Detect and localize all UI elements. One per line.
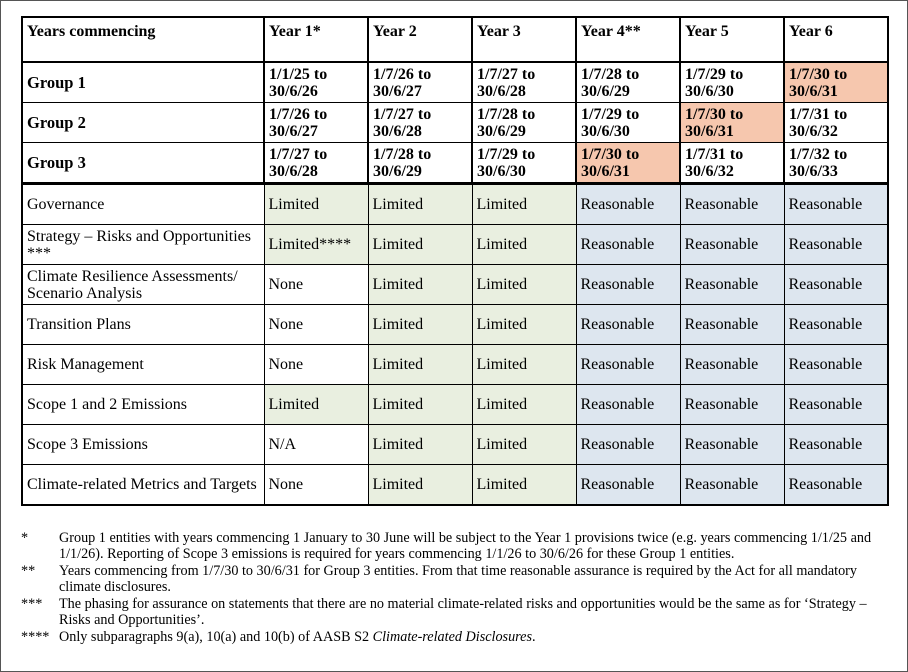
assurance-level-cell: Reasonable xyxy=(784,345,888,385)
assurance-level-cell: Reasonable xyxy=(680,465,784,506)
date-range-cell xyxy=(264,143,368,184)
footnote-marker: * xyxy=(21,530,29,546)
header-cell: Year 4** xyxy=(576,17,680,62)
aspect-label: Strategy – Risks and Opportunities *** xyxy=(22,225,264,265)
date-range-cell xyxy=(576,103,680,143)
assurance-level-cell: Limited**** xyxy=(264,225,368,265)
footnote-text-prefix: Only subparagraphs 9(a), 10(a) and 10(b) of AASB S2 xyxy=(59,629,373,645)
aspect-row xyxy=(22,465,888,506)
date-range-cell xyxy=(576,62,680,103)
assurance-level-cell: Limited xyxy=(368,345,472,385)
date-line: 1/7/30 to xyxy=(581,145,640,163)
group-label: Group 1 xyxy=(22,62,264,103)
assurance-level-cell: Reasonable xyxy=(576,184,680,225)
date-line: 30/6/27 xyxy=(269,122,318,140)
date-range-cell xyxy=(472,103,576,143)
date-line: 1/7/27 to xyxy=(477,65,536,83)
assurance-level-cell: Reasonable xyxy=(784,465,888,506)
footnote-marker: *** xyxy=(21,596,43,612)
header-cell: Years commencing xyxy=(22,17,264,62)
date-range-cell xyxy=(680,143,784,184)
date-line: 1/7/26 to xyxy=(373,65,432,83)
date-range-cell xyxy=(576,143,680,184)
aspect-label: Scope 1 and 2 Emissions xyxy=(22,385,264,425)
assurance-level-cell: Limited xyxy=(472,265,576,305)
date-line: 1/7/27 to xyxy=(373,105,432,123)
date-range-cell xyxy=(368,103,472,143)
aspect-label: Climate-related Metrics and Targets xyxy=(22,465,264,506)
assurance-level-cell: Limited xyxy=(472,425,576,465)
aspect-label: Risk Management xyxy=(22,345,264,385)
assurance-level-cell: Limited xyxy=(472,305,576,345)
date-line: 30/6/32 xyxy=(789,122,838,140)
group-row xyxy=(22,143,888,184)
footnote-text: Years commencing from 1/7/30 to 30/6/31 for Group 3 entities. From that time reasonable assurance is required by the Act for all mandatory climate disclosures. xyxy=(59,563,857,595)
header-cell: Year 3 xyxy=(472,17,576,62)
date-line: 30/6/30 xyxy=(581,122,630,140)
date-line: 1/7/32 to xyxy=(789,145,848,163)
date-line: 30/6/28 xyxy=(477,82,526,100)
assurance-level-cell: Reasonable xyxy=(680,305,784,345)
footnote xyxy=(21,563,887,595)
date-range-cell xyxy=(472,62,576,103)
aspect-row xyxy=(22,265,888,305)
group-label: Group 2 xyxy=(22,103,264,143)
assurance-level-cell: Reasonable xyxy=(576,305,680,345)
assurance-level-cell: Limited xyxy=(264,184,368,225)
date-range-cell xyxy=(264,103,368,143)
assurance-level-cell: Limited xyxy=(368,385,472,425)
assurance-level-cell: Limited xyxy=(472,184,576,225)
standard-title: Climate-related Disclosures xyxy=(372,629,532,645)
footnote xyxy=(21,596,887,628)
date-line: 30/6/30 xyxy=(685,82,734,100)
assurance-level-cell: N/A xyxy=(264,425,368,465)
assurance-level-cell: Limited xyxy=(264,385,368,425)
assurance-phasing-table xyxy=(21,16,889,506)
date-line: 30/6/29 xyxy=(477,122,526,140)
assurance-level-cell: None xyxy=(264,345,368,385)
date-line: 1/7/27 to xyxy=(269,145,328,163)
assurance-level-cell: Reasonable xyxy=(576,345,680,385)
footnotes xyxy=(21,530,887,646)
assurance-level-cell: Reasonable xyxy=(784,184,888,225)
aspect-row xyxy=(22,184,888,225)
date-range-cell xyxy=(264,62,368,103)
date-range-cell xyxy=(784,103,888,143)
date-line: 30/6/26 xyxy=(269,82,318,100)
date-line: 30/6/31 xyxy=(581,162,630,180)
date-line: 1/7/29 to xyxy=(581,105,640,123)
header-cell: Year 6 xyxy=(784,17,888,62)
date-line: 30/6/33 xyxy=(789,162,838,180)
date-line: 30/6/29 xyxy=(581,82,630,100)
date-line: 1/7/26 to xyxy=(269,105,328,123)
assurance-level-cell: Limited xyxy=(472,345,576,385)
assurance-level-cell: Reasonable xyxy=(784,385,888,425)
date-line: 30/6/32 xyxy=(685,162,734,180)
assurance-level-cell: Reasonable xyxy=(576,385,680,425)
header-cell: Year 5 xyxy=(680,17,784,62)
assurance-level-cell: Reasonable xyxy=(680,225,784,265)
assurance-level-cell: Reasonable xyxy=(784,265,888,305)
footnote xyxy=(21,530,887,562)
aspect-label: Climate Resilience Assessments/ Scenario Analysis xyxy=(22,265,264,305)
date-range-cell xyxy=(680,103,784,143)
group-row xyxy=(22,62,888,103)
assurance-level-cell: Limited xyxy=(472,385,576,425)
assurance-level-cell: None xyxy=(264,465,368,506)
assurance-level-cell: None xyxy=(264,305,368,345)
aspect-label: Transition Plans xyxy=(22,305,264,345)
date-line: 1/7/30 to xyxy=(685,105,744,123)
assurance-level-cell: Limited xyxy=(368,265,472,305)
date-line: 1/7/28 to xyxy=(477,105,536,123)
date-line: 30/6/28 xyxy=(269,162,318,180)
header-cell: Year 2 xyxy=(368,17,472,62)
date-line: 1/7/29 to xyxy=(685,65,744,83)
assurance-level-cell: None xyxy=(264,265,368,305)
footnote-text: The phasing for assurance on statements that there are no material climate-related risks and opportunities would be the same as for ‘Strategy – Risks and Opportunities’. xyxy=(59,596,867,628)
assurance-level-cell: Reasonable xyxy=(576,225,680,265)
aspect-row xyxy=(22,345,888,385)
aspect-label: Governance xyxy=(22,184,264,225)
date-line: 30/6/27 xyxy=(373,82,422,100)
date-range-cell xyxy=(368,62,472,103)
footnote-marker: ** xyxy=(21,563,36,579)
group-label: Group 3 xyxy=(22,143,264,184)
date-line: 1/1/25 to xyxy=(269,65,328,83)
aspect-row xyxy=(22,425,888,465)
assurance-level-cell: Reasonable xyxy=(576,265,680,305)
assurance-level-cell: Reasonable xyxy=(680,184,784,225)
date-range-cell xyxy=(472,143,576,184)
assurance-level-cell: Limited xyxy=(472,225,576,265)
header-row xyxy=(22,17,888,62)
assurance-level-cell: Reasonable xyxy=(784,225,888,265)
group-row xyxy=(22,103,888,143)
date-line: 30/6/30 xyxy=(477,162,526,180)
date-line: 30/6/31 xyxy=(685,122,734,140)
date-line: 1/7/28 to xyxy=(373,145,432,163)
assurance-level-cell: Limited xyxy=(368,184,472,225)
date-line: 30/6/28 xyxy=(373,122,422,140)
date-line: 30/6/31 xyxy=(789,82,838,100)
assurance-level-cell: Reasonable xyxy=(680,345,784,385)
assurance-level-cell: Reasonable xyxy=(784,305,888,345)
date-range-cell xyxy=(680,62,784,103)
assurance-level-cell: Limited xyxy=(368,425,472,465)
assurance-level-cell: Limited xyxy=(472,465,576,506)
assurance-level-cell: Reasonable xyxy=(680,265,784,305)
assurance-level-cell: Reasonable xyxy=(680,425,784,465)
date-line: 30/6/29 xyxy=(373,162,422,180)
assurance-level-cell: Reasonable xyxy=(784,425,888,465)
date-line: 1/7/30 to xyxy=(789,65,848,83)
date-line: 1/7/31 to xyxy=(685,145,744,163)
date-line: 1/7/29 to xyxy=(477,145,536,163)
assurance-level-cell: Limited xyxy=(368,465,472,506)
assurance-level-cell: Limited xyxy=(368,305,472,345)
footnote xyxy=(21,629,887,645)
date-range-cell xyxy=(784,143,888,184)
footnote-text xyxy=(59,629,887,645)
footnote-text: Group 1 entities with years commencing 1 January to 30 June will be subject to the Year 1 provisions twice (e.g. years commencing 1/1/25 and 1/1/26). Reporting of Scope 3 emissions is required for years commencing 1/1/26 to 30/6/26 for these Group 1 entities. xyxy=(59,530,872,562)
assurance-level-cell: Reasonable xyxy=(576,425,680,465)
date-range-cell xyxy=(368,143,472,184)
header-cell: Year 1* xyxy=(264,17,368,62)
date-range-cell xyxy=(784,62,888,103)
date-line: 1/7/31 to xyxy=(789,105,848,123)
aspect-row xyxy=(22,225,888,265)
date-line: 1/7/28 to xyxy=(581,65,640,83)
aspect-row xyxy=(22,305,888,345)
footnote-marker: **** xyxy=(21,629,50,645)
aspect-row xyxy=(22,385,888,425)
assurance-level-cell: Reasonable xyxy=(680,385,784,425)
aspect-label: Scope 3 Emissions xyxy=(22,425,264,465)
assurance-level-cell: Limited xyxy=(368,225,472,265)
assurance-level-cell: Reasonable xyxy=(576,465,680,506)
footnote-text-suffix: . xyxy=(531,629,536,645)
